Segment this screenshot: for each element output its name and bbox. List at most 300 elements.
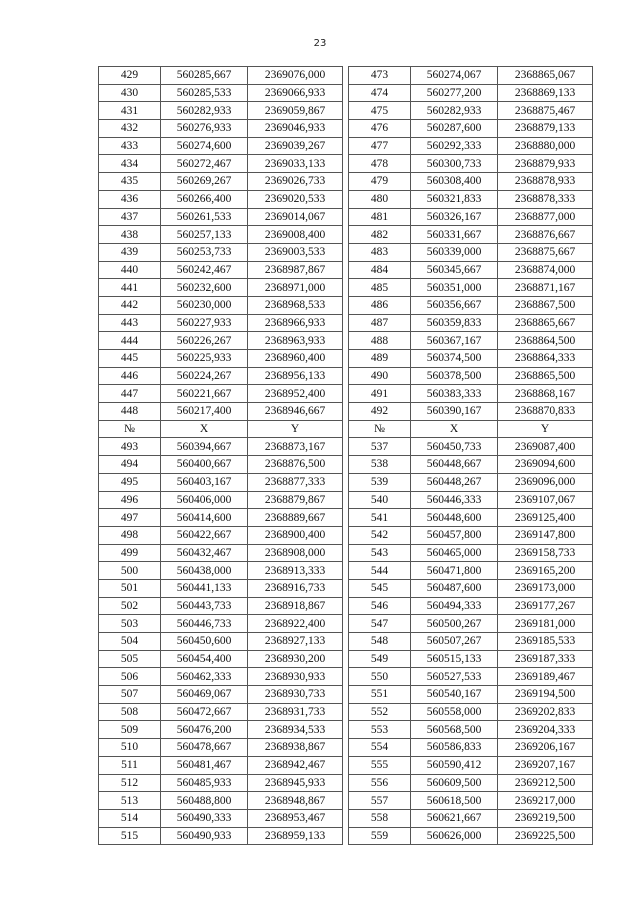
- x-coordinate-cell: 560568,500: [411, 721, 498, 739]
- table-row: [99, 314, 593, 332]
- table-row: [99, 721, 593, 739]
- x-coordinate-cell: 560450,733: [411, 438, 498, 456]
- table-row: [99, 243, 593, 261]
- point-number-cell: 541: [349, 509, 411, 527]
- point-number-cell: 433: [99, 137, 161, 155]
- x-coordinate-cell: 560277,200: [411, 84, 498, 102]
- x-coordinate-cell: 560414,600: [161, 509, 248, 527]
- x-coordinate-cell: 560446,333: [411, 491, 498, 509]
- table-row: [99, 703, 593, 721]
- y-coordinate-cell: 2368874,000: [498, 261, 593, 279]
- point-number-cell: 440: [99, 261, 161, 279]
- point-number-cell: 514: [99, 809, 161, 827]
- point-number-cell: 473: [349, 67, 411, 85]
- point-number-cell: 500: [99, 562, 161, 580]
- x-coordinate-cell: 560476,200: [161, 721, 248, 739]
- point-number-cell: 508: [99, 703, 161, 721]
- x-coordinate-cell: 560326,167: [411, 208, 498, 226]
- table-row: [99, 739, 593, 757]
- y-coordinate-cell: 2368878,333: [498, 190, 593, 208]
- table-row: [99, 668, 593, 686]
- point-number-cell: 445: [99, 350, 161, 368]
- y-coordinate-cell: 2368871,167: [498, 279, 593, 297]
- x-coordinate-cell: 560359,833: [411, 314, 498, 332]
- point-number-cell: 493: [99, 438, 161, 456]
- table-row: [99, 226, 593, 244]
- y-coordinate-cell: 2369003,533: [248, 243, 343, 261]
- table-row: [99, 84, 593, 102]
- x-coordinate-cell: 560217,400: [161, 403, 248, 421]
- y-coordinate-cell: 2368971,000: [248, 279, 343, 297]
- y-coordinate-cell: 2369107,067: [498, 491, 593, 509]
- table-row: [99, 562, 593, 580]
- y-coordinate-cell: 2368927,133: [248, 633, 343, 651]
- x-coordinate-cell: 560285,533: [161, 84, 248, 102]
- y-coordinate-cell: 2368875,467: [498, 102, 593, 120]
- table-row: [99, 208, 593, 226]
- y-coordinate-cell: 2368908,000: [248, 544, 343, 562]
- x-coordinate-cell: 560224,267: [161, 367, 248, 385]
- y-coordinate-cell: 2368953,467: [248, 809, 343, 827]
- x-coordinate-cell: 560232,600: [161, 279, 248, 297]
- table-row: [99, 67, 593, 85]
- point-number-cell: 481: [349, 208, 411, 226]
- y-coordinate-cell: 2368963,933: [248, 332, 343, 350]
- x-coordinate-cell: 560339,000: [411, 243, 498, 261]
- x-coordinate-cell: 560462,333: [161, 668, 248, 686]
- y-coordinate-cell: 2368968,533: [248, 296, 343, 314]
- y-coordinate-cell: 2368879,133: [498, 120, 593, 138]
- page-number: 23: [313, 38, 327, 49]
- point-number-cell: 432: [99, 120, 161, 138]
- y-coordinate-cell: 2368960,400: [248, 350, 343, 368]
- point-number-cell: 439: [99, 243, 161, 261]
- y-coordinate-cell: 2368867,500: [498, 296, 593, 314]
- y-coordinate-cell: 2368942,467: [248, 756, 343, 774]
- y-coordinate-cell: 2368938,867: [248, 739, 343, 757]
- point-number-cell: 503: [99, 615, 161, 633]
- table-row: [99, 756, 593, 774]
- y-coordinate-cell: 2369039,267: [248, 137, 343, 155]
- point-number-cell: 498: [99, 526, 161, 544]
- y-coordinate-cell: 2369177,267: [498, 597, 593, 615]
- y-coordinate-cell: 2368869,133: [498, 84, 593, 102]
- x-coordinate-cell: 560490,333: [161, 809, 248, 827]
- x-coordinate-cell: 560221,667: [161, 385, 248, 403]
- table-row: [99, 403, 593, 421]
- table-row: [99, 509, 593, 527]
- x-coordinate-cell: 560586,833: [411, 739, 498, 757]
- x-coordinate-cell: 560285,667: [161, 67, 248, 85]
- point-number-cell: 547: [349, 615, 411, 633]
- y-coordinate-cell: 2369008,400: [248, 226, 343, 244]
- y-coordinate-cell: 2368877,333: [248, 473, 343, 491]
- x-coordinate-cell: 560448,600: [411, 509, 498, 527]
- y-coordinate-cell: 2368948,867: [248, 792, 343, 810]
- y-coordinate-cell: 2369206,167: [498, 739, 593, 757]
- point-number-cell: 444: [99, 332, 161, 350]
- y-coordinate-cell: 2368880,000: [498, 137, 593, 155]
- table-row: [99, 332, 593, 350]
- table-row: [99, 491, 593, 509]
- point-number-cell: 496: [99, 491, 161, 509]
- point-number-cell: 441: [99, 279, 161, 297]
- point-number-cell: 447: [99, 385, 161, 403]
- y-coordinate-cell: 2369059,867: [248, 102, 343, 120]
- y-coordinate-cell: 2369185,533: [498, 633, 593, 651]
- x-coordinate-cell: 560383,333: [411, 385, 498, 403]
- x-coordinate-cell: 560406,000: [161, 491, 248, 509]
- point-number-cell: 484: [349, 261, 411, 279]
- y-coordinate-cell: 2369217,000: [498, 792, 593, 810]
- y-coordinate-cell: 2368900,400: [248, 526, 343, 544]
- table-row: [99, 261, 593, 279]
- x-coordinate-cell: 560540,167: [411, 686, 498, 704]
- y-coordinate-cell: 2368878,933: [498, 173, 593, 191]
- y-coordinate-cell: 2369147,800: [498, 526, 593, 544]
- point-number-cell: 549: [349, 650, 411, 668]
- point-number-cell: 442: [99, 296, 161, 314]
- y-coordinate-cell: 2368922,400: [248, 615, 343, 633]
- x-coordinate-cell: 560494,333: [411, 597, 498, 615]
- y-coordinate-cell: 2368930,200: [248, 650, 343, 668]
- x-coordinate-cell: 560590,412: [411, 756, 498, 774]
- point-number-cell: 495: [99, 473, 161, 491]
- point-number-cell: 488: [349, 332, 411, 350]
- point-number-cell: 490: [349, 367, 411, 385]
- point-number-cell: 491: [349, 385, 411, 403]
- y-coordinate-cell: 2369165,200: [498, 562, 593, 580]
- y-coordinate-cell: 2368870,833: [498, 403, 593, 421]
- point-number-cell: 431: [99, 102, 161, 120]
- point-number-cell: 482: [349, 226, 411, 244]
- y-coordinate-cell: 2368889,667: [248, 509, 343, 527]
- point-number-cell: 437: [99, 208, 161, 226]
- x-coordinate-cell: 560351,000: [411, 279, 498, 297]
- y-coordinate-cell: 2369212,500: [498, 774, 593, 792]
- x-coordinate-cell: 560500,267: [411, 615, 498, 633]
- point-number-cell: 438: [99, 226, 161, 244]
- header-y: Y: [498, 420, 593, 438]
- point-number-cell: 489: [349, 350, 411, 368]
- point-number-cell: 478: [349, 155, 411, 173]
- point-number-cell: 476: [349, 120, 411, 138]
- x-coordinate-cell: 560626,000: [411, 827, 498, 845]
- y-coordinate-cell: 2369125,400: [498, 509, 593, 527]
- y-coordinate-cell: 2369219,500: [498, 809, 593, 827]
- x-coordinate-cell: 560450,600: [161, 633, 248, 651]
- x-coordinate-cell: 560282,933: [411, 102, 498, 120]
- point-number-cell: 486: [349, 296, 411, 314]
- point-number-cell: 487: [349, 314, 411, 332]
- x-coordinate-cell: 560432,467: [161, 544, 248, 562]
- x-coordinate-cell: 560472,667: [161, 703, 248, 721]
- point-number-cell: 557: [349, 792, 411, 810]
- point-number-cell: 539: [349, 473, 411, 491]
- y-coordinate-cell: 2369181,000: [498, 615, 593, 633]
- table-row: [99, 367, 593, 385]
- x-coordinate-cell: 560394,667: [161, 438, 248, 456]
- y-coordinate-cell: 2369020,533: [248, 190, 343, 208]
- point-number-cell: 429: [99, 67, 161, 85]
- point-number-cell: 474: [349, 84, 411, 102]
- table-row: [99, 190, 593, 208]
- y-coordinate-cell: 2368876,500: [248, 456, 343, 474]
- x-coordinate-cell: 560490,933: [161, 827, 248, 845]
- point-number-cell: 509: [99, 721, 161, 739]
- x-coordinate-cell: 560300,733: [411, 155, 498, 173]
- table-row: [99, 809, 593, 827]
- table-row: [99, 473, 593, 491]
- y-coordinate-cell: 2368930,733: [248, 686, 343, 704]
- table-row: [99, 155, 593, 173]
- table-row: [99, 579, 593, 597]
- x-coordinate-cell: 560321,833: [411, 190, 498, 208]
- x-coordinate-cell: 560266,400: [161, 190, 248, 208]
- point-number-cell: 552: [349, 703, 411, 721]
- y-coordinate-cell: 2368916,733: [248, 579, 343, 597]
- y-coordinate-cell: 2368946,667: [248, 403, 343, 421]
- y-coordinate-cell: 2368879,933: [498, 155, 593, 173]
- header-number: №: [99, 420, 161, 438]
- x-coordinate-cell: 560487,600: [411, 579, 498, 597]
- header-number: №: [349, 420, 411, 438]
- point-number-cell: 497: [99, 509, 161, 527]
- x-coordinate-cell: 560478,667: [161, 739, 248, 757]
- y-coordinate-cell: 2368987,867: [248, 261, 343, 279]
- y-coordinate-cell: 2369158,733: [498, 544, 593, 562]
- point-number-cell: 501: [99, 579, 161, 597]
- x-coordinate-cell: 560367,167: [411, 332, 498, 350]
- x-coordinate-cell: 560356,667: [411, 296, 498, 314]
- point-number-cell: 443: [99, 314, 161, 332]
- x-coordinate-cell: 560292,333: [411, 137, 498, 155]
- x-coordinate-cell: 560446,733: [161, 615, 248, 633]
- table-row: [99, 544, 593, 562]
- x-coordinate-cell: 560471,800: [411, 562, 498, 580]
- table-row: [99, 650, 593, 668]
- point-number-cell: 537: [349, 438, 411, 456]
- point-number-cell: 479: [349, 173, 411, 191]
- y-coordinate-cell: 2368959,133: [248, 827, 343, 845]
- point-number-cell: 510: [99, 739, 161, 757]
- point-number-cell: 505: [99, 650, 161, 668]
- y-coordinate-cell: 2368868,167: [498, 385, 593, 403]
- table-row: [99, 438, 593, 456]
- x-coordinate-cell: 560276,933: [161, 120, 248, 138]
- x-coordinate-cell: 560618,500: [411, 792, 498, 810]
- x-coordinate-cell: 560400,667: [161, 456, 248, 474]
- x-coordinate-cell: 560308,400: [411, 173, 498, 191]
- x-coordinate-cell: 560253,733: [161, 243, 248, 261]
- point-number-cell: 545: [349, 579, 411, 597]
- x-coordinate-cell: 560331,667: [411, 226, 498, 244]
- y-coordinate-cell: 2369187,333: [498, 650, 593, 668]
- x-coordinate-cell: 560438,000: [161, 562, 248, 580]
- y-coordinate-cell: 2368865,667: [498, 314, 593, 332]
- x-coordinate-cell: 560481,467: [161, 756, 248, 774]
- point-number-cell: 553: [349, 721, 411, 739]
- x-coordinate-cell: 560621,667: [411, 809, 498, 827]
- x-coordinate-cell: 560558,000: [411, 703, 498, 721]
- x-coordinate-cell: 560227,933: [161, 314, 248, 332]
- y-coordinate-cell: 2368875,667: [498, 243, 593, 261]
- header-x: X: [411, 420, 498, 438]
- y-coordinate-cell: 2369087,400: [498, 438, 593, 456]
- point-number-cell: 538: [349, 456, 411, 474]
- point-number-cell: 448: [99, 403, 161, 421]
- point-number-cell: 558: [349, 809, 411, 827]
- x-coordinate-cell: 560272,467: [161, 155, 248, 173]
- point-number-cell: 494: [99, 456, 161, 474]
- y-coordinate-cell: 2368865,500: [498, 367, 593, 385]
- point-number-cell: 504: [99, 633, 161, 651]
- point-number-cell: 430: [99, 84, 161, 102]
- y-coordinate-cell: 2368864,333: [498, 350, 593, 368]
- x-coordinate-cell: 560465,000: [411, 544, 498, 562]
- x-coordinate-cell: 560226,267: [161, 332, 248, 350]
- table-row: [99, 120, 593, 138]
- point-number-cell: 546: [349, 597, 411, 615]
- point-number-cell: 544: [349, 562, 411, 580]
- y-coordinate-cell: 2368879,867: [248, 491, 343, 509]
- x-coordinate-cell: 560441,133: [161, 579, 248, 597]
- header-y: Y: [248, 420, 343, 438]
- x-coordinate-cell: 560507,267: [411, 633, 498, 651]
- y-coordinate-cell: 2368876,667: [498, 226, 593, 244]
- table-row: [99, 296, 593, 314]
- coordinates-table: [98, 66, 593, 845]
- point-number-cell: 515: [99, 827, 161, 845]
- x-coordinate-cell: 560282,933: [161, 102, 248, 120]
- x-coordinate-cell: 560378,500: [411, 367, 498, 385]
- point-number-cell: 435: [99, 173, 161, 191]
- point-number-cell: 492: [349, 403, 411, 421]
- point-number-cell: 550: [349, 668, 411, 686]
- table-row: [99, 615, 593, 633]
- x-coordinate-cell: 560422,667: [161, 526, 248, 544]
- point-number-cell: 540: [349, 491, 411, 509]
- y-coordinate-cell: 2368913,333: [248, 562, 343, 580]
- x-coordinate-cell: 560345,667: [411, 261, 498, 279]
- x-coordinate-cell: 560457,800: [411, 526, 498, 544]
- table-row: [99, 686, 593, 704]
- x-coordinate-cell: 560488,800: [161, 792, 248, 810]
- y-coordinate-cell: 2369194,500: [498, 686, 593, 704]
- y-coordinate-cell: 2369189,467: [498, 668, 593, 686]
- y-coordinate-cell: 2368945,933: [248, 774, 343, 792]
- point-number-cell: 506: [99, 668, 161, 686]
- table-row: [99, 350, 593, 368]
- x-coordinate-cell: 560609,500: [411, 774, 498, 792]
- y-coordinate-cell: 2368873,167: [248, 438, 343, 456]
- point-number-cell: 483: [349, 243, 411, 261]
- table-row: [99, 633, 593, 651]
- y-coordinate-cell: 2369173,000: [498, 579, 593, 597]
- point-number-cell: 554: [349, 739, 411, 757]
- x-coordinate-cell: 560274,600: [161, 137, 248, 155]
- y-coordinate-cell: 2369033,133: [248, 155, 343, 173]
- x-coordinate-cell: 560485,933: [161, 774, 248, 792]
- y-coordinate-cell: 2368956,133: [248, 367, 343, 385]
- y-coordinate-cell: 2369026,733: [248, 173, 343, 191]
- x-coordinate-cell: 560261,533: [161, 208, 248, 226]
- point-number-cell: 543: [349, 544, 411, 562]
- point-number-cell: 512: [99, 774, 161, 792]
- x-coordinate-cell: 560403,167: [161, 473, 248, 491]
- y-coordinate-cell: 2369076,000: [248, 67, 343, 85]
- point-number-cell: 551: [349, 686, 411, 704]
- y-coordinate-cell: 2369096,000: [498, 473, 593, 491]
- x-coordinate-cell: 560454,400: [161, 650, 248, 668]
- y-coordinate-cell: 2369066,933: [248, 84, 343, 102]
- table-row: [99, 597, 593, 615]
- y-coordinate-cell: 2368877,000: [498, 208, 593, 226]
- point-number-cell: 480: [349, 190, 411, 208]
- point-number-cell: 511: [99, 756, 161, 774]
- table-row: [99, 774, 593, 792]
- point-number-cell: 556: [349, 774, 411, 792]
- y-coordinate-cell: 2369225,500: [498, 827, 593, 845]
- table-row: [99, 279, 593, 297]
- y-coordinate-cell: 2368930,933: [248, 668, 343, 686]
- table-row: [99, 827, 593, 845]
- y-coordinate-cell: 2369202,833: [498, 703, 593, 721]
- point-number-cell: 542: [349, 526, 411, 544]
- point-number-cell: 475: [349, 102, 411, 120]
- point-number-cell: 477: [349, 137, 411, 155]
- header-x: X: [161, 420, 248, 438]
- y-coordinate-cell: 2368931,733: [248, 703, 343, 721]
- x-coordinate-cell: 560242,467: [161, 261, 248, 279]
- x-coordinate-cell: 560390,167: [411, 403, 498, 421]
- point-number-cell: 548: [349, 633, 411, 651]
- x-coordinate-cell: 560448,667: [411, 456, 498, 474]
- y-coordinate-cell: 2369046,933: [248, 120, 343, 138]
- point-number-cell: 507: [99, 686, 161, 704]
- y-coordinate-cell: 2369094,600: [498, 456, 593, 474]
- point-number-cell: 502: [99, 597, 161, 615]
- x-coordinate-cell: 560269,267: [161, 173, 248, 191]
- y-coordinate-cell: 2368966,933: [248, 314, 343, 332]
- y-coordinate-cell: 2368864,500: [498, 332, 593, 350]
- x-coordinate-cell: 560374,500: [411, 350, 498, 368]
- point-number-cell: 499: [99, 544, 161, 562]
- table-row: [99, 102, 593, 120]
- x-coordinate-cell: 560225,933: [161, 350, 248, 368]
- point-number-cell: 559: [349, 827, 411, 845]
- y-coordinate-cell: 2368865,067: [498, 67, 593, 85]
- x-coordinate-cell: 560515,133: [411, 650, 498, 668]
- point-number-cell: 446: [99, 367, 161, 385]
- x-coordinate-cell: 560274,067: [411, 67, 498, 85]
- table-row: [99, 385, 593, 403]
- table-row: [99, 526, 593, 544]
- x-coordinate-cell: 560230,000: [161, 296, 248, 314]
- x-coordinate-cell: 560257,133: [161, 226, 248, 244]
- point-number-cell: 434: [99, 155, 161, 173]
- point-number-cell: 513: [99, 792, 161, 810]
- header-row: [99, 420, 593, 438]
- x-coordinate-cell: 560443,733: [161, 597, 248, 615]
- point-number-cell: 436: [99, 190, 161, 208]
- x-coordinate-cell: 560527,533: [411, 668, 498, 686]
- x-coordinate-cell: 560469,067: [161, 686, 248, 704]
- table-row: [99, 792, 593, 810]
- table-row: [99, 137, 593, 155]
- y-coordinate-cell: 2368952,400: [248, 385, 343, 403]
- y-coordinate-cell: 2369014,067: [248, 208, 343, 226]
